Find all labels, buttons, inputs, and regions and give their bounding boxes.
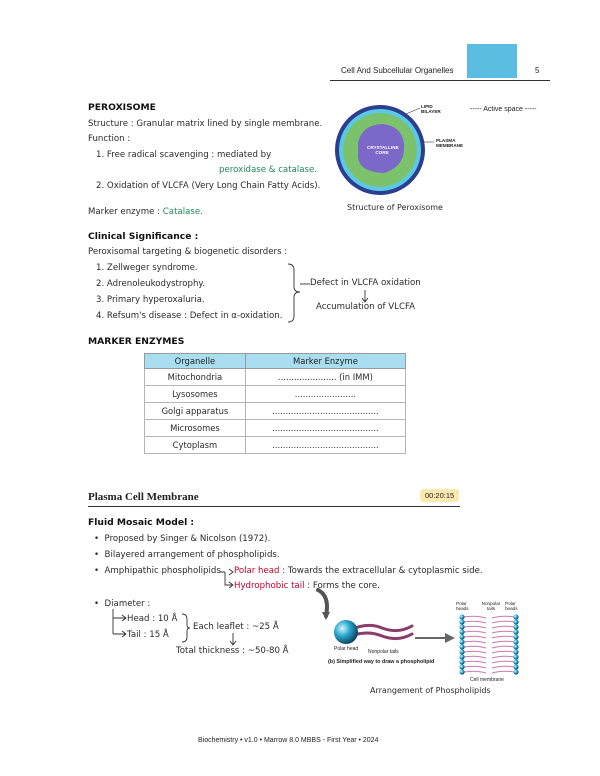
active-space-label: ----- Active space ----- xyxy=(470,106,537,113)
table-row xyxy=(145,437,406,454)
peroxisome-heading: PEROXISOME xyxy=(88,102,156,113)
column-header: Organelle xyxy=(145,354,246,369)
column-header: Marker Enzyme xyxy=(245,354,405,369)
table-cell: ........................................ xyxy=(245,437,405,454)
header-rule xyxy=(330,80,550,81)
function-2: 2. Oxidation of VLCFA (Very Long Chain Fatty Acids). xyxy=(96,181,321,191)
amphipathic-text: Amphipathic phospholipids xyxy=(104,566,221,576)
lipid-bilayer-label: LIPID BILAYER xyxy=(421,104,441,114)
clinical-heading: Clinical Significance : xyxy=(88,231,199,242)
bullet-amphipathic xyxy=(94,566,221,576)
table-cell: Lysosomes xyxy=(145,386,246,403)
table-cell: Golgi apparatus xyxy=(145,403,246,420)
table-cell: ........................................ xyxy=(245,420,405,437)
table-row xyxy=(145,386,406,403)
table-cell: Microsomes xyxy=(145,420,246,437)
total-thickness: Total thickness : ~50-80 Å xyxy=(176,646,289,656)
bullet-dot: • xyxy=(94,566,105,576)
section-rule xyxy=(88,506,460,507)
plasma-membrane-label: PLASMA MEMBRANE xyxy=(436,138,464,148)
bullet-text: Proposed by Singer & Nicolson (1972). xyxy=(104,534,271,544)
amphipathic-branch xyxy=(219,567,235,589)
table-cell: ....................... xyxy=(245,386,405,403)
arrangement-caption: Arrangement of Phospholipids xyxy=(370,686,491,695)
clinical-item-3: 3. Primary hyperoxaluria. xyxy=(96,295,205,305)
page-footer: Biochemistry • v1.0 • Marrow 8.0 MBBS - First Year • 2024 xyxy=(198,737,379,744)
right-arrow-icon xyxy=(413,630,457,646)
hydrophobic-label: Hydrophobic tail xyxy=(234,581,305,591)
table-cell: Cytoplasm xyxy=(145,437,246,454)
accumulation-vlcfa: Accumulation of VLCFA xyxy=(316,302,416,312)
marker-enzyme xyxy=(88,207,203,217)
chapter-tab xyxy=(467,44,517,78)
bullet-dot: • xyxy=(94,534,105,544)
table-row xyxy=(145,403,406,420)
polar-head-fig-label: Polar head xyxy=(334,646,359,652)
down-arrow-icon xyxy=(228,632,238,646)
down-arrow-icon xyxy=(360,289,370,303)
nonpolar-tails-mid-label: Nonpolar tails xyxy=(481,601,501,611)
polar-head-desc: : Towards the extracellular & cytoplasmic side. xyxy=(279,566,483,576)
hydrophobic-desc: : Forms the core. xyxy=(304,581,380,591)
peroxisome-diagram xyxy=(330,100,470,200)
table-cell: ...................... (in IMM) xyxy=(245,369,405,386)
marker-enzymes-heading: MARKER ENZYMES xyxy=(88,336,185,347)
function-1-enzymes: peroxidase & catalase. xyxy=(219,165,317,175)
function-1: 1. Free radical scavenging : mediated by xyxy=(96,150,272,160)
bullet-text: Bilayered arrangement of phospholipids. xyxy=(104,550,280,560)
table-row xyxy=(145,420,406,437)
polar-head-label: Polar head xyxy=(234,566,280,576)
crystalline-core-label: CRYSTALLINE CORE xyxy=(367,145,399,155)
each-leaflet: Each leaflet : ~25 Å xyxy=(193,622,279,632)
bullet-dot: • xyxy=(94,550,105,560)
video-timestamp[interactable]: 00:20:15 xyxy=(420,489,459,502)
head-diameter: Head : 10 Å xyxy=(127,614,178,624)
clinical-item-4: 4. Refsum's disease : Defect in α-oxidation. xyxy=(96,311,283,321)
cell-membrane-label: Cell membrane xyxy=(470,677,504,683)
bullet-bilayer xyxy=(94,550,280,560)
polar-heads-right-label: Polar heads xyxy=(505,601,518,611)
phospholipid-caption: (b) Simplified way to draw a phospholipid xyxy=(328,659,435,665)
leaflet-brace xyxy=(181,613,191,643)
tail-diameter: Tail : 15 Å xyxy=(127,630,169,640)
marker-enzyme-table xyxy=(144,353,406,454)
cell-membrane-diagram xyxy=(456,613,522,677)
defect-vlcfa: Defect in VLCFA oxidation xyxy=(310,278,421,288)
polar-head-line xyxy=(234,566,483,576)
marker-enzyme-label: Marker enzyme : xyxy=(88,207,163,217)
structure-text: Structure : Granular matrix lined by single membrane. xyxy=(88,119,323,129)
clinical-intro: Peroxisomal targeting & biogenetic disorders : xyxy=(88,247,288,257)
table-header-row xyxy=(145,354,406,369)
plasma-membrane-heading: Plasma Cell Membrane xyxy=(88,491,199,503)
clinical-item-2: 2. Adrenoleukodystrophy. xyxy=(96,279,205,289)
peroxisome-caption: Structure of Peroxisome xyxy=(347,203,443,212)
marker-enzyme-value: Catalase. xyxy=(162,207,203,217)
nonpolar-tails-fig-label: Nonpolar tails xyxy=(368,649,399,655)
table-cell: ........................................ xyxy=(245,403,405,420)
polar-heads-left-label: Polar heads xyxy=(456,601,469,611)
function-label: Function : xyxy=(88,134,131,144)
table-cell: Mitochondria xyxy=(145,369,246,386)
bullet-dot: • xyxy=(94,599,105,609)
diameter-label: Diameter : xyxy=(104,599,151,609)
page-number: 5 xyxy=(535,66,540,75)
chapter-title: Cell And Subcellular Organelles xyxy=(341,66,454,75)
clinical-item-1: 1. Zellweger syndrome. xyxy=(96,263,198,273)
bullet-singer xyxy=(94,534,270,544)
clinical-bracket xyxy=(286,262,316,324)
fluid-mosaic-heading: Fluid Mosaic Model : xyxy=(88,517,195,528)
table-row xyxy=(145,369,406,386)
